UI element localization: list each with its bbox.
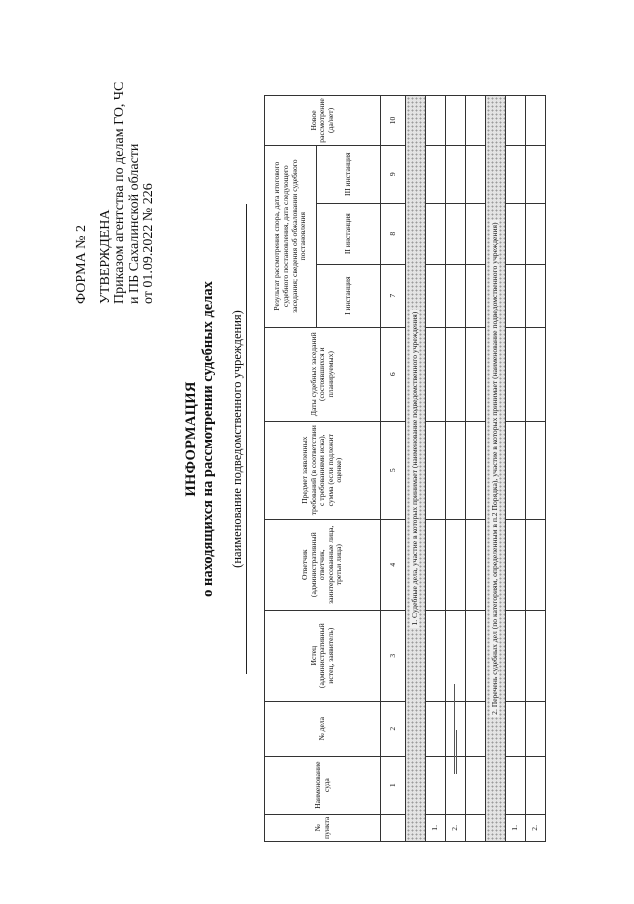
col-header-defendant: Ответчик (административный ответчик, заинтересованные лица, третьи лица) (265, 519, 381, 610)
col-header-item-no: № пункта (265, 814, 381, 841)
section-2-text: 2. Перечень судебных дел (по категориям, определенным в п.2 Порядка), участие в которых принимает (наименование подведомственного учреждения) (490, 222, 500, 715)
col-number: 8 (381, 203, 406, 264)
table-cell (426, 519, 446, 610)
table-cell (426, 145, 446, 203)
col-header-court: Наименование суда (265, 756, 381, 814)
table-cell (466, 814, 486, 841)
row-number: 2. (526, 814, 546, 841)
section-2-heading (486, 96, 506, 842)
table-cell (426, 96, 446, 145)
row-number: 2. (446, 814, 466, 841)
col-number: 10 (381, 96, 406, 145)
table-cell (506, 327, 526, 421)
table-cell (446, 264, 466, 327)
table-cell (446, 519, 466, 610)
col-number: 6 (381, 327, 406, 421)
col-number: 4 (381, 519, 406, 610)
table-cell (526, 701, 546, 756)
col-header-instance-2: II инстанция (317, 203, 381, 264)
table-cell (466, 203, 486, 264)
table-cell (506, 610, 526, 701)
col-number (381, 814, 406, 841)
section-1-heading (406, 96, 426, 842)
table-cell (526, 519, 546, 610)
approval-line-2: и ПБ Сахалинской области (126, 143, 142, 304)
approved-label: УТВЕРЖДЕНА (97, 209, 113, 304)
form-number: ФОРМА № 2 (74, 224, 89, 304)
row-number: 1. (426, 814, 446, 841)
table-cell (506, 701, 526, 756)
col-number: 3 (381, 610, 406, 701)
section-1-row (406, 96, 426, 842)
table-cell (466, 327, 486, 421)
table-cell (526, 96, 546, 145)
table-cell (526, 756, 546, 814)
table-cell (446, 327, 466, 421)
table-cell (466, 756, 486, 814)
table-cell (506, 264, 526, 327)
col-header-instance-3: III инстанция (317, 145, 381, 203)
col-header-hearing-dates: Даты судебных заседаний (состоявшихся и планируемых) (265, 327, 381, 421)
approval-header (75, 44, 157, 304)
table-cell (506, 421, 526, 519)
col-number: 5 (381, 421, 406, 519)
table-cell (466, 421, 486, 519)
table-cell (526, 264, 546, 327)
table-cell (506, 145, 526, 203)
table-cell (526, 421, 546, 519)
table-cell (446, 421, 466, 519)
table-cell (506, 96, 526, 145)
table-row (466, 96, 486, 842)
document-title: ИНФОРМАЦИЯ (183, 381, 199, 497)
table-row (526, 96, 546, 842)
table-cell (446, 203, 466, 264)
org-name-underline (246, 204, 247, 674)
table-cell (426, 203, 446, 264)
section-1-text: 1. Судебные дела, участие в которых принимает (наименование подведомственного учреждения) (410, 311, 420, 626)
col-number: 7 (381, 264, 406, 327)
table-cell (426, 701, 446, 756)
table-cell (426, 756, 446, 814)
divider-line (454, 684, 455, 774)
table-header-row (265, 96, 317, 842)
col-header-claim-subject: Предмет заявленных требований (в соответствии с требованиями иска), сумма (если подлежит оценке) (265, 421, 381, 519)
table-cell (506, 756, 526, 814)
table-cell (466, 701, 486, 756)
col-header-new-review: Новое рассмотрение (да/нет) (265, 96, 381, 145)
col-header-case-no: № дела (265, 701, 381, 756)
table-cell (506, 519, 526, 610)
table-cell (526, 145, 546, 203)
row-number: 1. (506, 814, 526, 841)
table-cell (426, 421, 446, 519)
approval-line-3: от 01.09.2022 № 226 (141, 183, 156, 304)
table-cell (446, 96, 466, 145)
table-cell (426, 327, 446, 421)
org-name-caption: (наименование подведомственного учреждения) (230, 310, 244, 568)
table-cell (446, 610, 466, 701)
table-cell (526, 203, 546, 264)
table-cell (426, 610, 446, 701)
approval-line-1: Приказом агентства по делам ГО, ЧС (112, 81, 127, 304)
table-row (506, 96, 526, 842)
col-number: 1 (381, 756, 406, 814)
section-2-row (486, 96, 506, 842)
table-cell (466, 264, 486, 327)
table-cell (446, 145, 466, 203)
divider-line-short (456, 730, 457, 774)
table-column-numbers-row (381, 96, 406, 842)
table-cell (506, 203, 526, 264)
col-header-result: Результат рассмотрения спора, дата итогового судебного постановления, дата следующего заседания; сведения об обжаловании судебного постановления (265, 145, 317, 327)
table-cell (466, 519, 486, 610)
table-cell (526, 610, 546, 701)
document-subtitle: о находящихся на рассмотрении судебных делах (200, 281, 216, 597)
table-row (426, 96, 446, 842)
table-cell (466, 145, 486, 203)
table-cell (426, 264, 446, 327)
col-number: 2 (381, 701, 406, 756)
col-number: 9 (381, 145, 406, 203)
table-cell (466, 610, 486, 701)
table-cell (526, 327, 546, 421)
col-header-plaintiff: Истец (административный истец, заявитель) (265, 610, 381, 701)
table-cell (466, 96, 486, 145)
col-header-instance-1: I инстанция (317, 264, 381, 327)
court-cases-table (264, 95, 546, 842)
